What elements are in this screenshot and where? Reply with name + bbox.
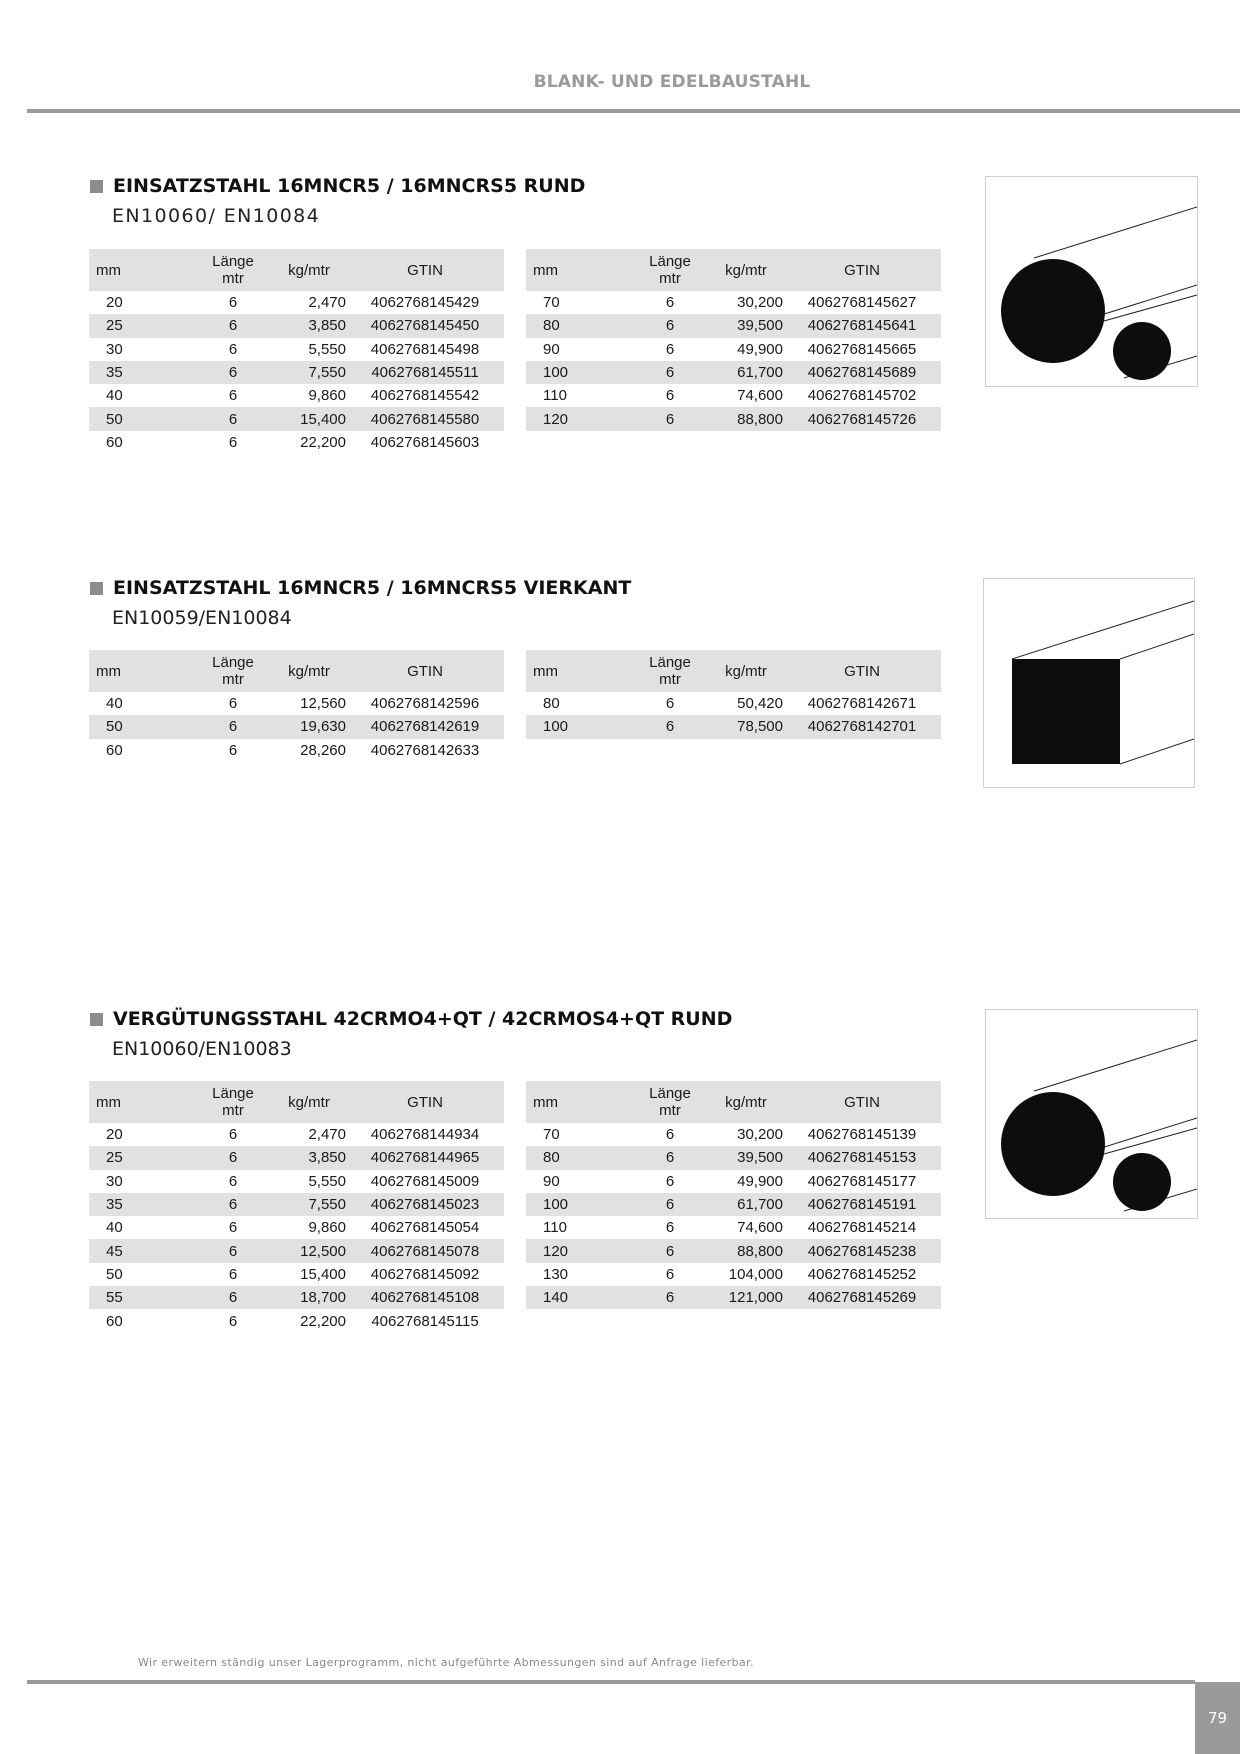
- table-row: [89, 692, 504, 715]
- cell-length: 6: [228, 364, 238, 382]
- cell-mm: 80: [543, 317, 560, 335]
- table-header-row: [526, 650, 941, 692]
- cell-length: 6: [665, 1172, 675, 1190]
- cell-mm: 40: [106, 695, 123, 713]
- cell-kg: 12,560: [300, 695, 346, 713]
- column-header-gtin: [346, 650, 504, 692]
- table-header-row: [89, 1081, 504, 1123]
- cell-mm: 90: [543, 1172, 560, 1190]
- column-header-mm: [89, 1081, 194, 1123]
- table-row: [89, 1239, 504, 1262]
- cell-length: 6: [228, 433, 238, 451]
- section-norm: EN10060/ EN10084: [112, 205, 321, 227]
- column-header-length-text: Länge: [649, 253, 691, 270]
- cell-mm: 20: [106, 294, 123, 312]
- cell-kg: 2,470: [308, 1126, 346, 1144]
- cell-kg: 18,700: [300, 1289, 346, 1307]
- column-header-length-text: mtr: [659, 671, 681, 688]
- cell-gtin: 4062768145726: [807, 410, 917, 428]
- cell-kg: 15,400: [300, 1265, 346, 1283]
- table-row: [89, 291, 504, 314]
- spec-table-left: [89, 650, 504, 762]
- column-header-kg-text: kg/mtr: [725, 662, 767, 680]
- column-header-gtin-text: GTIN: [407, 261, 443, 279]
- column-header-length-text: Länge: [649, 654, 691, 671]
- column-header-kg-text: kg/mtr: [288, 261, 330, 279]
- table-row: [89, 1309, 504, 1332]
- cell-kg: 121,000: [728, 1289, 783, 1307]
- cell-kg: 74,600: [737, 1219, 783, 1237]
- section-norm: EN10060/EN10083: [112, 1038, 292, 1060]
- cell-gtin: 4062768145603: [370, 433, 480, 451]
- round-bar-icon: [985, 176, 1198, 387]
- table-row: [526, 1146, 941, 1169]
- cell-mm: 60: [106, 741, 123, 759]
- section-title-text: EINSATZSTAHL 16MNCR5 / 16MNCRS5 VIERKANT: [113, 577, 632, 599]
- cell-gtin: 4062768145580: [370, 410, 480, 428]
- table-row: [526, 361, 941, 384]
- cell-length: 6: [228, 1126, 238, 1144]
- column-header-kg: [272, 249, 346, 291]
- cell-length: 6: [665, 1149, 675, 1167]
- table-row: [89, 1123, 504, 1146]
- column-header-mm: [526, 1081, 631, 1123]
- section-title: [90, 577, 631, 599]
- cell-length: 6: [665, 294, 675, 312]
- cell-kg: 39,500: [737, 1149, 783, 1167]
- column-header-mm: [526, 650, 631, 692]
- cell-gtin: 4062768145641: [807, 317, 917, 335]
- cell-mm: 90: [543, 340, 560, 358]
- spec-table-left: [89, 249, 504, 454]
- cell-length: 6: [228, 1196, 238, 1214]
- column-header-length: [631, 1081, 709, 1123]
- cell-mm: 25: [106, 317, 123, 335]
- cell-length: 6: [665, 1289, 675, 1307]
- cell-kg: 9,860: [308, 387, 346, 405]
- cell-mm: 120: [543, 1242, 569, 1260]
- cell-mm: 50: [106, 410, 123, 428]
- cell-length: 6: [665, 410, 675, 428]
- cell-gtin: 4062768145054: [370, 1219, 480, 1237]
- column-header-kg-text: kg/mtr: [725, 261, 767, 279]
- column-header-length-text: Länge: [212, 1085, 254, 1102]
- table-row: [89, 1286, 504, 1309]
- column-header-gtin-text: GTIN: [844, 1093, 880, 1111]
- column-header-length-text: Länge: [649, 1085, 691, 1102]
- cell-length: 6: [228, 317, 238, 335]
- column-header-mm-text: mm: [96, 1093, 121, 1111]
- cell-gtin: 4062768145092: [370, 1265, 480, 1283]
- cell-kg: 30,200: [737, 1126, 783, 1144]
- column-header-gtin: [783, 650, 941, 692]
- cell-gtin: 4062768145108: [370, 1289, 480, 1307]
- table-row: [89, 1146, 504, 1169]
- section-title-text: EINSATZSTAHL 16MNCR5 / 16MNCRS5 RUND: [113, 175, 586, 197]
- cell-length: 6: [665, 1196, 675, 1214]
- table-row: [526, 1239, 941, 1262]
- table-row: [526, 384, 941, 407]
- cell-gtin: 4062768145542: [370, 387, 480, 405]
- column-header-length-text: mtr: [659, 270, 681, 287]
- table-row: [89, 361, 504, 384]
- cell-kg: 30,200: [737, 294, 783, 312]
- cell-kg: 7,550: [308, 1196, 346, 1214]
- header-rule: [27, 109, 1240, 113]
- cell-gtin: 4062768145115: [371, 1312, 479, 1330]
- cell-length: 6: [665, 695, 675, 713]
- square-bar-icon: [983, 578, 1195, 788]
- cell-kg: 3,850: [308, 1149, 346, 1167]
- column-header-mm-text: mm: [533, 1093, 558, 1111]
- column-header-gtin: [783, 1081, 941, 1123]
- table-row: [526, 1170, 941, 1193]
- column-header-length: [631, 249, 709, 291]
- cell-length: 6: [228, 1242, 238, 1260]
- cell-kg: 3,850: [308, 317, 346, 335]
- table-row: [89, 1193, 504, 1216]
- cell-length: 6: [228, 1172, 238, 1190]
- cell-gtin: 4062768145191: [807, 1196, 917, 1214]
- column-header-length: [631, 650, 709, 692]
- cell-gtin: 4062768145689: [807, 364, 917, 382]
- cell-kg: 9,860: [308, 1219, 346, 1237]
- table-row: [526, 715, 941, 738]
- column-header-mm-text: mm: [96, 662, 121, 680]
- column-header-mm-text: mm: [533, 261, 558, 279]
- cell-mm: 55: [106, 1289, 123, 1307]
- table-row: [89, 715, 504, 738]
- table-row: [526, 338, 941, 361]
- table-row: [526, 1123, 941, 1146]
- column-header-kg: [709, 249, 783, 291]
- column-header-length-text: Länge: [212, 253, 254, 270]
- page-number: 79: [1195, 1682, 1240, 1754]
- cell-length: 6: [228, 718, 238, 736]
- cell-length: 6: [228, 294, 238, 312]
- cell-length: 6: [228, 410, 238, 428]
- column-header-gtin: [783, 249, 941, 291]
- cell-kg: 61,700: [737, 1196, 783, 1214]
- table-row: [526, 692, 941, 715]
- cell-kg: 5,550: [308, 1172, 346, 1190]
- table-header-row: [526, 1081, 941, 1123]
- cell-kg: 74,600: [737, 387, 783, 405]
- cell-gtin: 4062768142701: [807, 718, 917, 736]
- table-row: [526, 1286, 941, 1309]
- cell-gtin: 4062768142633: [370, 741, 480, 759]
- column-header-length-text: mtr: [222, 1102, 244, 1119]
- table-row: [89, 314, 504, 337]
- table-header-row: [89, 650, 504, 692]
- column-header-length-text: mtr: [659, 1102, 681, 1119]
- cell-gtin: 4062768145498: [370, 340, 480, 358]
- cell-gtin: 4062768142619: [370, 718, 480, 736]
- table-row: [89, 431, 504, 454]
- cell-mm: 20: [106, 1126, 123, 1144]
- cell-length: 6: [665, 718, 675, 736]
- cell-mm: 50: [106, 1265, 123, 1283]
- column-header-mm: [89, 650, 194, 692]
- table-row: [89, 739, 504, 762]
- cell-gtin: 4062768145078: [370, 1242, 480, 1260]
- column-header-length-text: Länge: [212, 654, 254, 671]
- table-row: [89, 407, 504, 430]
- cell-mm: 140: [543, 1289, 569, 1307]
- column-header-gtin: [346, 1081, 504, 1123]
- table-row: [526, 407, 941, 430]
- cell-kg: 88,800: [737, 410, 783, 428]
- cell-mm: 100: [543, 1196, 569, 1214]
- cell-mm: 45: [106, 1242, 123, 1260]
- cell-kg: 7,550: [308, 364, 346, 382]
- cell-mm: 40: [106, 1219, 123, 1237]
- section-title: [90, 1008, 732, 1030]
- cell-kg: 104,000: [728, 1265, 783, 1283]
- cell-mm: 80: [543, 695, 560, 713]
- column-header-gtin-text: GTIN: [844, 261, 880, 279]
- footer-note: Wir erweitern ständig unser Lagerprogramm, nicht aufgeführte Abmessungen sind auf Anfrage lieferbar.: [138, 1656, 754, 1669]
- cell-length: 6: [665, 387, 675, 405]
- spec-table-right: [526, 650, 941, 739]
- cell-kg: 88,800: [737, 1242, 783, 1260]
- section-title-text: VERGÜTUNGSSTAHL 42CRMO4+QT / 42CRMOS4+QT RUND: [113, 1008, 733, 1030]
- cell-length: 6: [228, 695, 238, 713]
- cell-kg: 49,900: [737, 340, 783, 358]
- table-row: [89, 338, 504, 361]
- cell-mm: 110: [543, 1219, 567, 1237]
- cell-kg: 19,630: [300, 718, 346, 736]
- cell-mm: 60: [106, 433, 123, 451]
- cell-gtin: 4062768145023: [370, 1196, 480, 1214]
- table-row: [526, 314, 941, 337]
- spec-table-right: [526, 249, 941, 431]
- cell-gtin: 4062768145269: [807, 1289, 917, 1307]
- table-row: [526, 1216, 941, 1239]
- round-bar-icon: [985, 1009, 1198, 1219]
- column-header-length: [194, 650, 272, 692]
- cell-mm: 120: [543, 410, 569, 428]
- column-header-gtin: [346, 249, 504, 291]
- table-row: [89, 1170, 504, 1193]
- cell-gtin: 4062768145429: [370, 294, 480, 312]
- column-header-kg: [709, 650, 783, 692]
- cell-length: 6: [228, 1265, 238, 1283]
- cell-mm: 30: [106, 1172, 123, 1190]
- spec-table-right: [526, 1081, 941, 1309]
- cell-kg: 22,200: [300, 433, 346, 451]
- section-norm: EN10059/EN10084: [112, 607, 292, 629]
- cell-gtin: 4062768145450: [370, 317, 480, 335]
- page-header-title: BLANK- UND EDELBAUSTAHL: [533, 72, 811, 92]
- cell-gtin: 4062768145139: [807, 1126, 917, 1144]
- cell-mm: 60: [106, 1312, 123, 1330]
- cell-gtin: 4062768144965: [370, 1149, 480, 1167]
- column-header-gtin-text: GTIN: [407, 1093, 443, 1111]
- cell-kg: 2,470: [308, 294, 346, 312]
- cell-kg: 22,200: [300, 1312, 346, 1330]
- cell-gtin: 4062768145177: [807, 1172, 917, 1190]
- cell-length: 6: [665, 340, 675, 358]
- section-title: [90, 175, 585, 197]
- cell-mm: 110: [543, 387, 567, 405]
- cell-mm: 25: [106, 1149, 123, 1167]
- table-row: [526, 291, 941, 314]
- cell-kg: 15,400: [300, 410, 346, 428]
- cell-kg: 61,700: [737, 364, 783, 382]
- cell-mm: 70: [543, 1126, 560, 1144]
- cell-gtin: 4062768144934: [370, 1126, 480, 1144]
- column-header-mm-text: mm: [96, 261, 121, 279]
- column-header-length-text: mtr: [222, 270, 244, 287]
- square-bullet-icon: [90, 582, 103, 595]
- table-header-row: [526, 249, 941, 291]
- cell-kg: 50,420: [737, 695, 783, 713]
- cell-length: 6: [665, 1219, 675, 1237]
- column-header-mm-text: mm: [533, 662, 558, 680]
- cell-length: 6: [228, 340, 238, 358]
- cell-gtin: 4062768145153: [807, 1149, 917, 1167]
- column-header-mm: [89, 249, 194, 291]
- cell-gtin: 4062768145238: [807, 1242, 917, 1260]
- cell-length: 6: [665, 364, 675, 382]
- cell-kg: 5,550: [308, 340, 346, 358]
- column-header-length: [194, 1081, 272, 1123]
- cell-mm: 80: [543, 1149, 560, 1167]
- cell-gtin: 4062768145702: [807, 387, 917, 405]
- square-bullet-icon: [90, 180, 103, 193]
- cell-kg: 28,260: [300, 741, 346, 759]
- column-header-kg: [709, 1081, 783, 1123]
- cell-mm: 50: [106, 718, 123, 736]
- cell-mm: 35: [106, 1196, 123, 1214]
- cell-gtin: 4062768145511: [371, 364, 479, 382]
- column-header-gtin-text: GTIN: [407, 662, 443, 680]
- spec-table-left: [89, 1081, 504, 1333]
- cell-mm: 130: [543, 1265, 569, 1283]
- cell-gtin: 4062768145627: [807, 294, 917, 312]
- table-header-row: [89, 249, 504, 291]
- cell-mm: 30: [106, 340, 123, 358]
- cell-mm: 40: [106, 387, 123, 405]
- column-header-length: [194, 249, 272, 291]
- table-row: [526, 1193, 941, 1216]
- footer-rule: [27, 1680, 1195, 1684]
- column-header-gtin-text: GTIN: [844, 662, 880, 680]
- cell-length: 6: [228, 1289, 238, 1307]
- cell-mm: 70: [543, 294, 560, 312]
- square-bullet-icon: [90, 1013, 103, 1026]
- cell-kg: 78,500: [737, 718, 783, 736]
- column-header-mm: [526, 249, 631, 291]
- cell-length: 6: [665, 1126, 675, 1144]
- cell-kg: 39,500: [737, 317, 783, 335]
- cell-kg: 49,900: [737, 1172, 783, 1190]
- table-row: [526, 1263, 941, 1286]
- cell-length: 6: [228, 741, 238, 759]
- cell-gtin: 4062768145214: [807, 1219, 917, 1237]
- cell-length: 6: [228, 387, 238, 405]
- cell-gtin: 4062768142596: [370, 695, 480, 713]
- cell-length: 6: [228, 1312, 238, 1330]
- cell-length: 6: [228, 1149, 238, 1167]
- table-row: [89, 384, 504, 407]
- table-row: [89, 1263, 504, 1286]
- cell-gtin: 4062768145252: [807, 1265, 917, 1283]
- cell-length: 6: [228, 1219, 238, 1237]
- table-row: [89, 1216, 504, 1239]
- cell-gtin: 4062768142671: [807, 695, 917, 713]
- column-header-kg-text: kg/mtr: [725, 1093, 767, 1111]
- cell-mm: 35: [106, 364, 123, 382]
- column-header-kg: [272, 650, 346, 692]
- column-header-length-text: mtr: [222, 671, 244, 688]
- cell-length: 6: [665, 1265, 675, 1283]
- column-header-kg-text: kg/mtr: [288, 1093, 330, 1111]
- cell-mm: 100: [543, 364, 569, 382]
- cell-length: 6: [665, 1242, 675, 1260]
- column-header-kg: [272, 1081, 346, 1123]
- cell-mm: 100: [543, 718, 569, 736]
- cell-kg: 12,500: [300, 1242, 346, 1260]
- cell-gtin: 4062768145009: [370, 1172, 480, 1190]
- column-header-kg-text: kg/mtr: [288, 662, 330, 680]
- cell-length: 6: [665, 317, 675, 335]
- cell-gtin: 4062768145665: [807, 340, 917, 358]
